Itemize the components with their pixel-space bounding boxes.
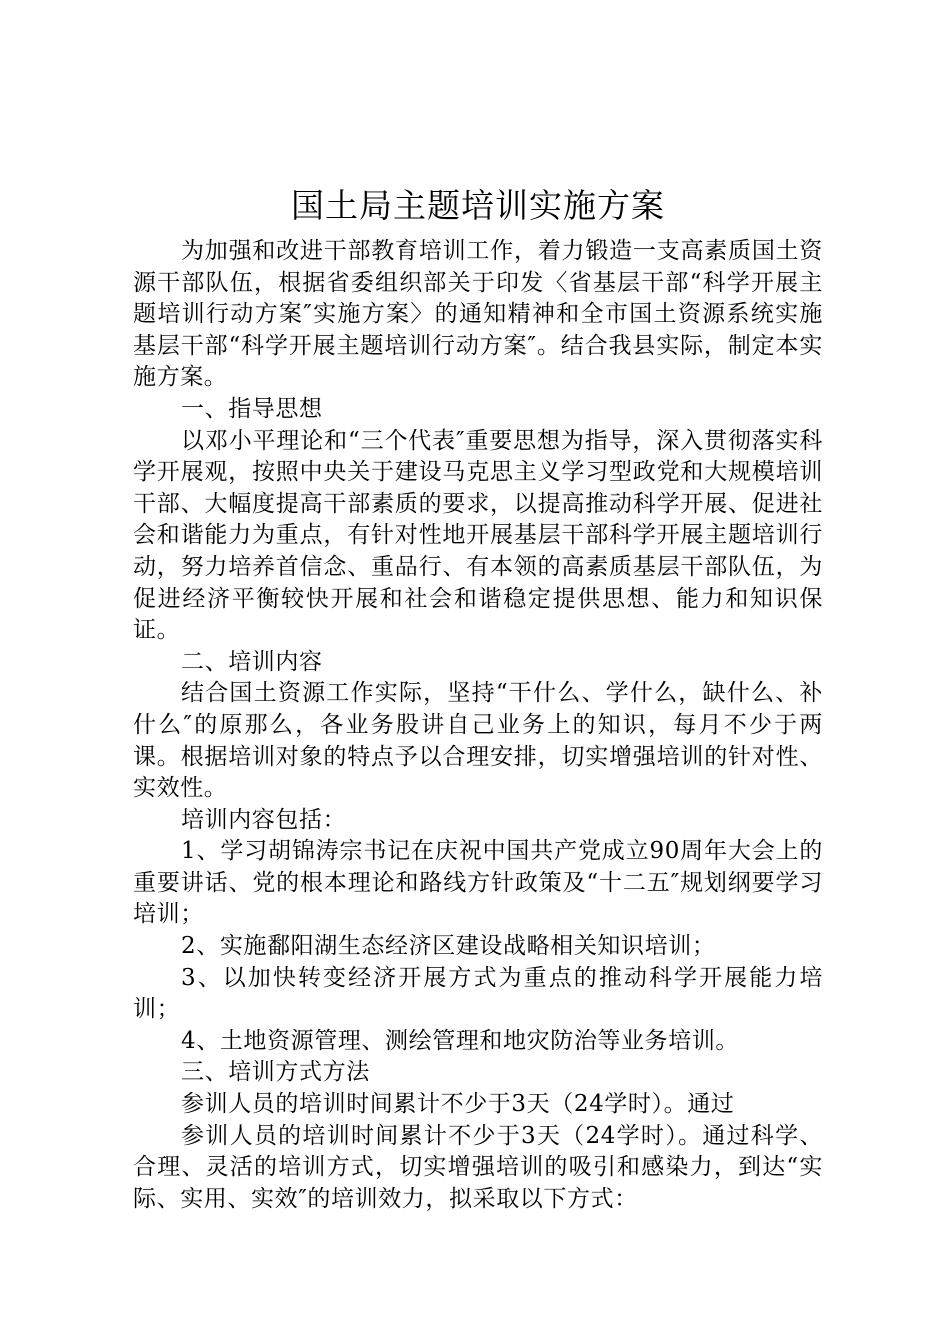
document-page — [133, 178, 823, 1215]
paragraph-guiding-thought: 以邓小平理论和“三个代表″重要思想为指导，深入贯彻落实科学开展观，按照中央关于建设马克思主义学习型政党和大规模培训干部、大幅度提高干部素质的要求，以提高推动科学开展、促进社会和谐能力为重点，有针对性地开展基层干部科学开展主题培训行动，努力培养首信念、重品行、有本领的高素质基层干部队伍，为促进经济平衡较快开展和社会和谐稳定提供思想、能力和知识保证。 — [133, 427, 823, 644]
paragraph-intro: 为加强和改进干部教育培训工作，着力锻造一支高素质国土资源干部队伍，根据省委组织部关于印发〈省基层干部“科学开展主题培训行动方案″实施方案〉的通知精神和全市国土资源系统实施基层干部“科学开展主题培训行动方案″。结合我县实际，制定本实施方案。 — [133, 238, 823, 391]
document-body — [133, 236, 823, 1215]
list-item-4: 4、土地资源管理、测绘管理和地灾防治等业务培训。 — [181, 1027, 740, 1054]
section-heading-training-methods: 三、培训方式方法 — [181, 1059, 370, 1086]
paragraph-methods-fragment: 参训人员的培训时间累计不少于3天（24学时）。通过 — [181, 1091, 735, 1118]
document-title: 国土局主题培训实施方案 — [291, 186, 665, 225]
paragraph-training-content: 结合国土资源工作实际，坚持“干什么、学什么，缺什么、补什么″的原那么，各业务股讲自己业务上的知识，每月不少于两课。根据培训对象的特点予以合理安排，切实增强培训的针对性、实效性。 — [133, 680, 823, 802]
list-item-1: 1、学习胡锦涛宗书记在庆祝中国共产党成立90周年大会上的重要讲话、党的根本理论和路线方针政策及“十二五″规划纲要学习培训； — [133, 838, 823, 928]
section-heading-training-content: 二、培训内容 — [181, 648, 323, 675]
paragraph-methods: 参训人员的培训时间累计不少于3天（24学时）。通过科学、合理、灵活的培训方式，切实增强培训的吸引和感染力，到达“实际、实用、实效″的培训效力，拟采取以下方式： — [133, 1122, 823, 1212]
list-item-2: 2、实施鄱阳湖生态经济区建设战略相关知识培训； — [181, 933, 716, 960]
list-item-3: 3、以加快转变经济开展方式为重点的推动科学开展能力培训； — [133, 964, 823, 1023]
section-heading-guiding-thought: 一、指导思想 — [181, 395, 323, 422]
subheading-content-includes: 培训内容包括： — [181, 806, 347, 833]
